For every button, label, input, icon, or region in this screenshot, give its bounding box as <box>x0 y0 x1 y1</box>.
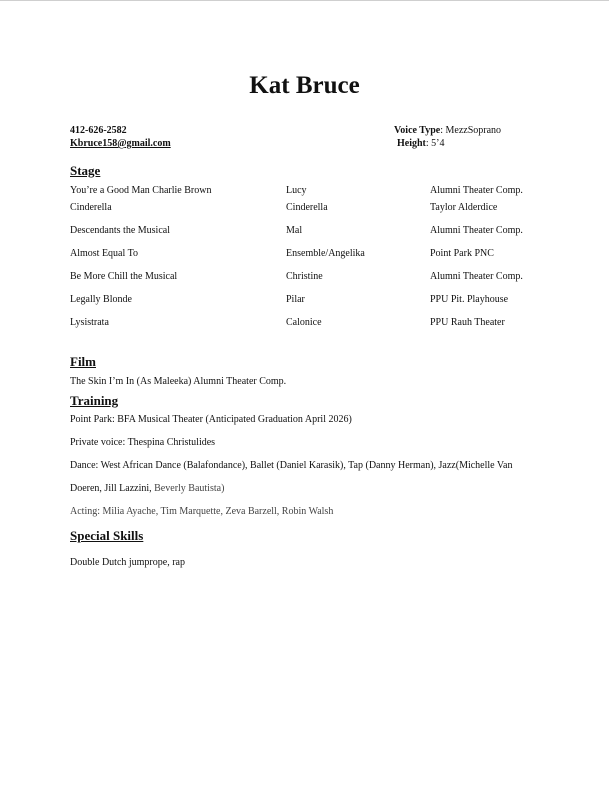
stage-show: Cinderella <box>70 202 112 213</box>
stage-role: Calonice <box>286 317 322 328</box>
stage-show: Almost Equal To <box>70 248 139 259</box>
training-voice: Private voice: Thespina Christulides <box>70 437 216 448</box>
stage-show: Descendants the Musical <box>70 225 170 236</box>
stage-show: You’re a Good Man Charlie Brown <box>70 185 212 196</box>
training-dance-line-1: Dance: West African Dance (Balafondance), Ballet (Daniel Karasik), Tap (Danny Herman), Jazz(Michelle Van <box>70 460 513 471</box>
stage-role: Christine <box>286 271 323 282</box>
training-school: Point Park: BFA Musical Theater (Anticipated Graduation April 2026) <box>70 414 352 425</box>
height <box>397 137 445 150</box>
dance-teachers: Doeren, Jill Lazzini, <box>70 483 155 494</box>
voice-type-label: Voice Type <box>394 125 441 136</box>
stage-company: Point Park PNC <box>430 248 494 259</box>
stage-show: Legally Blonde <box>70 294 132 305</box>
stage-company: Taylor Alderdice <box>430 202 498 213</box>
stage-company: PPU Rauh Theater <box>430 317 505 328</box>
stage-company: Alumni Theater Comp. <box>430 271 523 282</box>
stage-role: Lucy <box>286 185 307 196</box>
skills-list: Double Dutch jumprope, rap <box>70 557 185 568</box>
stage-role: Pilar <box>286 294 305 305</box>
stage-role: Ensemble/Angelika <box>286 248 365 259</box>
voice-type-value: : MezzSoprano <box>440 125 502 136</box>
voice-type <box>394 124 501 137</box>
stage-show: Be More Chill the Musical <box>70 271 178 282</box>
stage-role: Mal <box>286 225 303 236</box>
training-acting: Acting: Milia Ayache, Tim Marquette, Zeva Barzell, Robin Walsh <box>70 506 334 517</box>
stage-heading: Stage <box>70 163 101 178</box>
stage-company: Alumni Theater Comp. <box>430 225 523 236</box>
height-value: : 5’4 <box>425 138 445 149</box>
stage-company: PPU Pit. Playhouse <box>430 294 509 305</box>
training-heading: Training <box>70 393 119 408</box>
stage-company: Alumni Theater Comp. <box>430 185 523 196</box>
film-credit: The Skin I’m In (As Maleeka) Alumni Theater Comp. <box>70 376 287 387</box>
height-label: Height <box>397 138 426 149</box>
dance-teacher-last: Beverly Bautista) <box>154 483 225 494</box>
email-link[interactable]: Kbruce158@gmail.com <box>70 138 171 149</box>
phone-number: 412-626-2582 <box>70 125 127 136</box>
skills-heading: Special Skills <box>70 528 144 543</box>
stage-show: Lysistrata <box>70 317 109 328</box>
film-heading: Film <box>70 354 96 369</box>
stage-role: Cinderella <box>286 202 328 213</box>
resume-name: Kat Bruce <box>249 72 360 99</box>
training-dance-line-2 <box>70 482 224 495</box>
